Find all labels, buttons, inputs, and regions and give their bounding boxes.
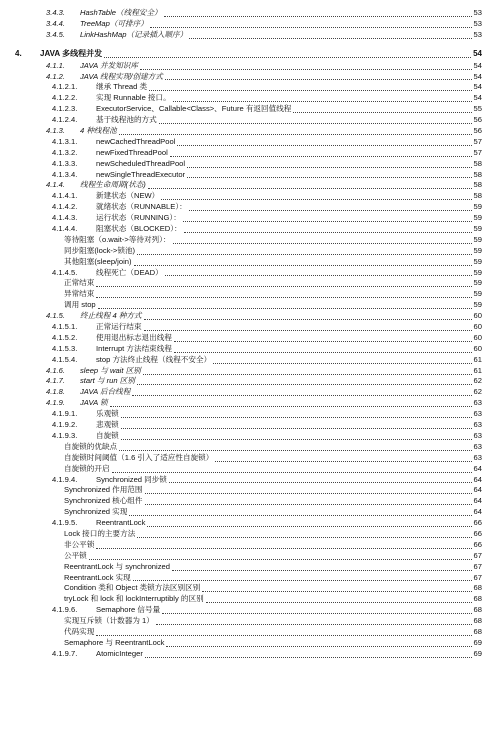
toc-entry[interactable] bbox=[0, 453, 500, 464]
toc-dot-leader bbox=[144, 319, 472, 320]
toc-dot-leader bbox=[159, 123, 472, 124]
toc-entry-number: 4.1.2.1. bbox=[52, 82, 78, 92]
toc-entry[interactable] bbox=[0, 148, 500, 159]
toc-dot-leader bbox=[174, 352, 472, 353]
toc-entry-title: newScheduledThreadPool bbox=[96, 158, 186, 168]
toc-dot-leader bbox=[166, 646, 471, 647]
toc-entry[interactable] bbox=[0, 464, 500, 475]
toc-dot-leader bbox=[150, 27, 472, 28]
toc-dot-leader bbox=[145, 504, 472, 505]
toc-entry-title: 自旋锁的开启 bbox=[64, 463, 110, 473]
toc-entry[interactable] bbox=[0, 61, 500, 72]
toc-entry-page: 64 bbox=[473, 463, 482, 473]
toc-entry[interactable] bbox=[0, 496, 500, 507]
toc-entry-title: JAVA 锁 bbox=[80, 398, 108, 408]
toc-entry-title: 线程死亡（DEAD） bbox=[96, 267, 163, 277]
toc-entry-title: ReentrantLock bbox=[96, 518, 146, 528]
toc-entry-title: ExecutorService、Callable<Class>、Future 有返回值线程 bbox=[96, 104, 292, 114]
toc-dot-leader bbox=[189, 38, 471, 39]
toc-entry[interactable] bbox=[0, 431, 500, 442]
toc-dot-leader bbox=[110, 406, 472, 407]
toc-entry-number: 4.1.4.3. bbox=[52, 213, 78, 223]
toc-entry[interactable] bbox=[0, 485, 500, 496]
toc-entry-page: 64 bbox=[473, 474, 482, 484]
toc-entry[interactable] bbox=[0, 475, 500, 486]
toc-entry-title: 其他阻塞(sleep/join) bbox=[64, 256, 132, 266]
toc-entry-title: 就绪状态（RUNNABLE）： bbox=[96, 202, 187, 212]
toc-entry-title: 乐观锁 bbox=[96, 409, 119, 419]
toc-entry-page: 55 bbox=[473, 104, 482, 114]
toc-entry-title: JAVA 后台线程 bbox=[80, 387, 131, 397]
toc-entry-title: 自旋锁时间阈值（1.6 引入了适应性自旋锁） bbox=[64, 452, 214, 462]
toc-entry-number: 3.4.5. bbox=[46, 29, 65, 39]
toc-entry[interactable] bbox=[0, 137, 500, 148]
toc-dot-leader bbox=[137, 254, 471, 255]
toc-entry-page: 68 bbox=[473, 583, 482, 593]
toc-entry-title: TreeMap（可排序） bbox=[80, 18, 148, 28]
toc-entry-number: 3.4.4. bbox=[46, 18, 65, 28]
toc-dot-leader bbox=[165, 275, 472, 276]
toc-entry-title: Synchronized 同步锁 bbox=[96, 474, 167, 484]
toc-dot-leader bbox=[143, 374, 472, 375]
toc-entry-page: 63 bbox=[473, 420, 482, 430]
toc-entry[interactable] bbox=[0, 638, 500, 649]
toc-entry-number: 4.1.3. bbox=[46, 126, 65, 135]
toc-entry-page: 67 bbox=[473, 550, 482, 560]
toc-dot-leader bbox=[104, 57, 471, 58]
toc-entry-page: 60 bbox=[473, 332, 482, 342]
toc-dot-leader bbox=[215, 461, 471, 462]
toc-entry-number: 4.1.2.4. bbox=[52, 115, 78, 125]
toc-entry-number: 4.1.3.3. bbox=[52, 158, 78, 168]
toc-entry-number: 4.1.4.5. bbox=[52, 267, 78, 277]
toc-entry[interactable] bbox=[0, 289, 500, 300]
toc-entry-title: stop 方法终止线程（线程不安全） bbox=[96, 354, 212, 364]
toc-dot-leader bbox=[134, 265, 472, 266]
toc-entry-title: 悲观锁 bbox=[96, 420, 119, 430]
toc-entry-page: 68 bbox=[473, 594, 482, 604]
toc-entry-title: 调用 stop bbox=[64, 300, 96, 310]
toc-entry-title: 代码实现 bbox=[64, 626, 95, 636]
toc-entry[interactable] bbox=[0, 311, 500, 322]
toc-entry-page: 60 bbox=[473, 322, 482, 332]
toc-entry-page: 59 bbox=[473, 202, 482, 212]
toc-entry-title: 使用退出标志退出线程 bbox=[96, 332, 172, 342]
toc-entry-title: 非公平锁 bbox=[64, 539, 95, 549]
toc-dot-leader bbox=[148, 188, 472, 189]
toc-entry-page: 54 bbox=[473, 71, 482, 81]
toc-dot-leader bbox=[89, 559, 472, 560]
toc-dot-leader bbox=[213, 363, 471, 364]
toc-entry-title: JAVA 并发知识库 bbox=[80, 60, 138, 70]
toc-entry-page: 64 bbox=[473, 507, 482, 517]
toc-entry-number: 4.1.3.4. bbox=[52, 169, 78, 179]
toc-entry-title: Synchronized 实现 bbox=[64, 507, 128, 517]
toc-dot-leader bbox=[137, 537, 471, 538]
table-of-contents bbox=[0, 8, 500, 660]
toc-entry-page: 63 bbox=[473, 430, 482, 440]
toc-entry[interactable] bbox=[0, 333, 500, 344]
toc-entry-page: 67 bbox=[473, 561, 482, 571]
toc-dot-leader bbox=[184, 232, 472, 233]
toc-entry-title: Synchronized 核心组件 bbox=[64, 496, 143, 506]
toc-entry[interactable] bbox=[0, 278, 500, 289]
toc-entry-page: 59 bbox=[473, 256, 482, 266]
toc-entry-title: start 与 run 区别 bbox=[80, 376, 135, 386]
toc-entry-page: 58 bbox=[473, 191, 482, 201]
toc-dot-leader bbox=[202, 591, 471, 592]
toc-entry[interactable] bbox=[0, 355, 500, 366]
toc-entry-page: 68 bbox=[473, 626, 482, 636]
toc-dot-leader bbox=[121, 428, 472, 429]
toc-entry[interactable] bbox=[0, 180, 500, 191]
toc-entry-page: 66 bbox=[473, 528, 482, 538]
toc-entry[interactable] bbox=[0, 529, 500, 540]
toc-dot-leader bbox=[206, 602, 472, 603]
toc-dot-leader bbox=[162, 613, 471, 614]
toc-entry-title: 等待阻塞（o.wait->等待对列）： bbox=[64, 234, 171, 244]
toc-entry-page: 63 bbox=[473, 409, 482, 419]
toc-dot-leader bbox=[140, 69, 472, 70]
toc-entry-title: 实现 Runnable 接口。 bbox=[96, 93, 171, 103]
toc-entry-page: 62 bbox=[473, 387, 482, 397]
toc-entry[interactable] bbox=[0, 93, 500, 104]
toc-entry-title: 正常运行结束 bbox=[96, 322, 142, 332]
toc-dot-leader bbox=[147, 526, 471, 527]
toc-entry-number: 4.1.5.3. bbox=[52, 343, 78, 353]
toc-entry-title: Semaphore 信号量 bbox=[96, 605, 161, 615]
toc-entry-number: 4.1.9.4. bbox=[52, 474, 78, 484]
toc-entry-title: HashTable（线程安全） bbox=[80, 7, 162, 17]
toc-entry[interactable] bbox=[0, 213, 500, 224]
toc-entry-number: 4.1.4.4. bbox=[52, 224, 78, 234]
toc-entry[interactable] bbox=[0, 115, 500, 126]
toc-dot-leader bbox=[149, 90, 471, 91]
toc-entry[interactable] bbox=[0, 398, 500, 409]
toc-entry-number: 4.1.9. bbox=[46, 398, 65, 408]
toc-entry-title: 阻塞状态（BLOCKED）： bbox=[96, 224, 182, 234]
toc-entry-page: 62 bbox=[473, 376, 482, 386]
toc-entry-page: 58 bbox=[473, 180, 482, 190]
toc-dot-leader bbox=[121, 439, 472, 440]
toc-entry-title: Interrupt 方法结束线程 bbox=[96, 343, 172, 353]
toc-entry[interactable] bbox=[0, 224, 500, 235]
toc-entry-title: 4 种线程池 bbox=[80, 126, 117, 135]
toc-entry-number: 4.1.4.1. bbox=[52, 191, 78, 201]
toc-dot-leader bbox=[119, 450, 471, 451]
toc-dot-leader bbox=[132, 395, 471, 396]
toc-entry[interactable] bbox=[0, 616, 500, 627]
toc-entry-title: 正常结束 bbox=[64, 278, 95, 288]
toc-entry[interactable] bbox=[0, 649, 500, 660]
toc-entry[interactable] bbox=[0, 322, 500, 333]
toc-entry-number: 4.1.3.2. bbox=[52, 147, 78, 157]
toc-dot-leader bbox=[121, 417, 472, 418]
toc-entry[interactable] bbox=[0, 387, 500, 398]
toc-entry-title: ReentrantLock 实现 bbox=[64, 572, 131, 582]
toc-entry-page: 59 bbox=[473, 278, 482, 288]
toc-entry-page: 63 bbox=[473, 398, 482, 408]
toc-entry-page: 56 bbox=[473, 115, 482, 125]
toc-entry[interactable] bbox=[0, 170, 500, 181]
toc-entry-number: 4.1.4.2. bbox=[52, 202, 78, 212]
toc-entry-page: 59 bbox=[473, 245, 482, 255]
toc-dot-leader bbox=[161, 199, 471, 200]
toc-entry-title: 自旋锁的优缺点 bbox=[64, 441, 118, 451]
toc-entry-page: 54 bbox=[473, 93, 482, 103]
toc-entry-number: 4.1.9.3. bbox=[52, 430, 78, 440]
toc-entry-title: 同步阻塞(lock->锁池) bbox=[64, 245, 136, 255]
toc-entry[interactable] bbox=[0, 246, 500, 257]
toc-entry[interactable] bbox=[0, 518, 500, 529]
toc-entry[interactable] bbox=[0, 8, 500, 19]
toc-entry[interactable] bbox=[0, 551, 500, 562]
toc-entry[interactable] bbox=[0, 594, 500, 605]
toc-entry[interactable] bbox=[0, 104, 500, 115]
toc-dot-leader bbox=[172, 570, 472, 571]
toc-entry-number: 4.1.2.2. bbox=[52, 93, 78, 103]
toc-dot-leader bbox=[183, 221, 472, 222]
toc-entry-number: 4.1.1. bbox=[46, 60, 65, 70]
toc-entry-title: 基于线程池的方式 bbox=[96, 115, 157, 125]
toc-entry[interactable] bbox=[0, 159, 500, 170]
toc-entry-title: tryLock 和 lock 和 lockInterruptibly 的区别 bbox=[64, 594, 204, 604]
toc-entry-page: 60 bbox=[473, 343, 482, 353]
toc-dot-leader bbox=[165, 79, 472, 80]
toc-entry-page: 59 bbox=[473, 267, 482, 277]
toc-entry[interactable] bbox=[0, 344, 500, 355]
toc-entry-page: 59 bbox=[473, 300, 482, 310]
toc-entry-page: 59 bbox=[473, 234, 482, 244]
toc-dot-leader bbox=[133, 580, 472, 581]
toc-entry-page: 64 bbox=[473, 496, 482, 506]
toc-dot-leader bbox=[189, 210, 472, 211]
toc-entry[interactable] bbox=[0, 442, 500, 453]
toc-entry[interactable] bbox=[0, 82, 500, 93]
toc-entry-title: 线程生命周期(状态) bbox=[80, 180, 146, 190]
toc-entry-title: newCachedThreadPool bbox=[96, 136, 176, 146]
toc-entry-title: 运行状态（RUNNING）： bbox=[96, 213, 181, 223]
toc-entry[interactable] bbox=[0, 257, 500, 268]
toc-entry-title: AtomicInteger bbox=[96, 648, 143, 658]
toc-entry-number: 4.1.9.2. bbox=[52, 420, 78, 430]
toc-entry-page: 56 bbox=[473, 126, 482, 135]
toc-entry-number: 4.1.9.7. bbox=[52, 648, 78, 658]
toc-dot-leader bbox=[98, 308, 472, 309]
toc-entry[interactable] bbox=[0, 45, 500, 60]
toc-entry-title: LinkHashMap（记录插入顺序） bbox=[80, 29, 188, 39]
toc-entry-number: 4. bbox=[15, 48, 22, 58]
toc-dot-leader bbox=[144, 330, 472, 331]
toc-entry-page: 68 bbox=[473, 605, 482, 615]
toc-entry[interactable] bbox=[0, 627, 500, 638]
toc-entry-page: 58 bbox=[473, 169, 482, 179]
toc-entry-number: 4.1.9.1. bbox=[52, 409, 78, 419]
toc-dot-leader bbox=[112, 472, 472, 473]
toc-entry-title: Condition 类和 Object 类锁方法区别区别 bbox=[64, 583, 201, 593]
toc-entry[interactable] bbox=[0, 540, 500, 551]
toc-entry-page: 53 bbox=[473, 7, 482, 17]
toc-entry-page: 53 bbox=[473, 29, 482, 39]
toc-entry-title: newSingleThreadExecutor bbox=[96, 169, 186, 179]
toc-entry-title: Synchronized 作用范围 bbox=[64, 485, 143, 495]
toc-entry[interactable] bbox=[0, 268, 500, 279]
toc-dot-leader bbox=[96, 635, 471, 636]
toc-entry-page: 54 bbox=[473, 48, 482, 58]
toc-dot-leader bbox=[170, 156, 472, 157]
toc-entry-page: 53 bbox=[473, 18, 482, 28]
toc-entry[interactable] bbox=[0, 377, 500, 388]
toc-entry[interactable] bbox=[0, 19, 500, 30]
toc-entry-title: sleep 与 wait 区别 bbox=[80, 365, 141, 375]
toc-entry-number: 4.1.5. bbox=[46, 311, 65, 321]
toc-entry-page: 68 bbox=[473, 616, 482, 626]
toc-entry-number: 4.1.3.1. bbox=[52, 136, 78, 146]
toc-entry-number: 4.1.7. bbox=[46, 376, 65, 386]
toc-entry-number: 3.4.3. bbox=[46, 7, 65, 17]
toc-dot-leader bbox=[137, 384, 472, 385]
toc-entry-page: 59 bbox=[473, 224, 482, 234]
toc-entry-title: 终止线程 4 种方式 bbox=[80, 311, 142, 321]
toc-dot-leader bbox=[156, 624, 472, 625]
toc-dot-leader bbox=[96, 548, 471, 549]
toc-entry-number: 4.1.6. bbox=[46, 365, 65, 375]
toc-entry-title: Semaphore 与 ReentrantLock bbox=[64, 637, 165, 647]
toc-entry[interactable] bbox=[0, 420, 500, 431]
toc-dot-leader bbox=[164, 16, 472, 17]
toc-entry[interactable] bbox=[0, 300, 500, 311]
toc-entry[interactable] bbox=[0, 72, 500, 83]
toc-dot-leader bbox=[145, 657, 472, 658]
toc-dot-leader bbox=[177, 145, 471, 146]
toc-entry-title: 实现互斥锁（计数器为 1） bbox=[64, 616, 154, 626]
toc-entry-page: 67 bbox=[473, 572, 482, 582]
toc-entry-number: 4.1.2. bbox=[46, 71, 65, 81]
toc-entry-title: ReentrantLock 与 synchronized bbox=[64, 561, 170, 571]
toc-entry-title: newFixedThreadPool bbox=[96, 147, 168, 157]
toc-dot-leader bbox=[187, 167, 471, 168]
toc-dot-leader bbox=[129, 515, 471, 516]
toc-entry-page: 69 bbox=[473, 648, 482, 658]
toc-entry-number: 4.1.9.6. bbox=[52, 605, 78, 615]
toc-entry-page: 61 bbox=[473, 354, 482, 364]
toc-entry-number: 4.1.9.5. bbox=[52, 518, 78, 528]
toc-entry[interactable] bbox=[0, 507, 500, 518]
toc-entry[interactable] bbox=[0, 605, 500, 616]
toc-entry-number: 4.1.5.1. bbox=[52, 322, 78, 332]
toc-dot-leader bbox=[96, 297, 471, 298]
toc-entry-number: 4.1.2.3. bbox=[52, 104, 78, 114]
toc-entry[interactable] bbox=[0, 562, 500, 573]
toc-entry-page: 63 bbox=[473, 452, 482, 462]
toc-entry-page: 69 bbox=[473, 637, 482, 647]
toc-entry-number: 4.1.5.4. bbox=[52, 354, 78, 364]
toc-entry-number: 4.1.5.2. bbox=[52, 332, 78, 342]
toc-entry-page: 59 bbox=[473, 213, 482, 223]
toc-entry[interactable] bbox=[0, 366, 500, 377]
toc-entry-title: 继承 Thread 类 bbox=[96, 82, 148, 92]
toc-entry-number: 4.1.4. bbox=[46, 180, 65, 190]
toc-entry[interactable] bbox=[0, 235, 500, 246]
toc-dot-leader bbox=[293, 112, 471, 113]
toc-entry[interactable] bbox=[0, 583, 500, 594]
toc-entry-page: 66 bbox=[473, 539, 482, 549]
toc-entry-title: JAVA 多线程并发 bbox=[40, 48, 103, 58]
toc-dot-leader bbox=[96, 286, 471, 287]
toc-entry[interactable] bbox=[0, 202, 500, 213]
toc-dot-leader bbox=[169, 482, 472, 483]
toc-dot-leader bbox=[174, 341, 472, 342]
toc-entry[interactable] bbox=[0, 191, 500, 202]
toc-entry-page: 66 bbox=[473, 518, 482, 528]
toc-dot-leader bbox=[187, 177, 471, 178]
toc-entry-page: 54 bbox=[473, 82, 482, 92]
toc-entry-page: 64 bbox=[473, 485, 482, 495]
toc-dot-leader bbox=[173, 101, 472, 102]
toc-dot-leader bbox=[173, 243, 472, 244]
toc-entry-page: 58 bbox=[473, 158, 482, 168]
toc-entry-page: 61 bbox=[473, 365, 482, 375]
toc-entry-title: 公平锁 bbox=[64, 550, 87, 560]
toc-entry[interactable] bbox=[0, 126, 500, 137]
toc-entry-page: 57 bbox=[473, 136, 482, 146]
toc-entry-page: 63 bbox=[473, 441, 482, 451]
toc-entry[interactable] bbox=[0, 573, 500, 584]
toc-dot-leader bbox=[119, 134, 472, 135]
toc-entry-title: JAVA 线程实现/创建方式 bbox=[80, 71, 163, 81]
toc-entry[interactable] bbox=[0, 409, 500, 420]
toc-entry[interactable] bbox=[0, 30, 500, 41]
toc-entry-page: 60 bbox=[473, 311, 482, 321]
toc-entry-page: 59 bbox=[473, 289, 482, 299]
toc-entry-title: Lock 接口的主要方法 bbox=[64, 528, 136, 538]
toc-entry-title: 异常结束 bbox=[64, 289, 95, 299]
toc-entry-number: 4.1.8. bbox=[46, 387, 65, 397]
toc-entry-page: 54 bbox=[473, 60, 482, 70]
toc-entry-page: 57 bbox=[473, 147, 482, 157]
toc-dot-leader bbox=[145, 493, 472, 494]
toc-entry-title: 自旋锁 bbox=[96, 430, 119, 440]
toc-entry-title: 新建状态（NEW） bbox=[96, 191, 160, 201]
